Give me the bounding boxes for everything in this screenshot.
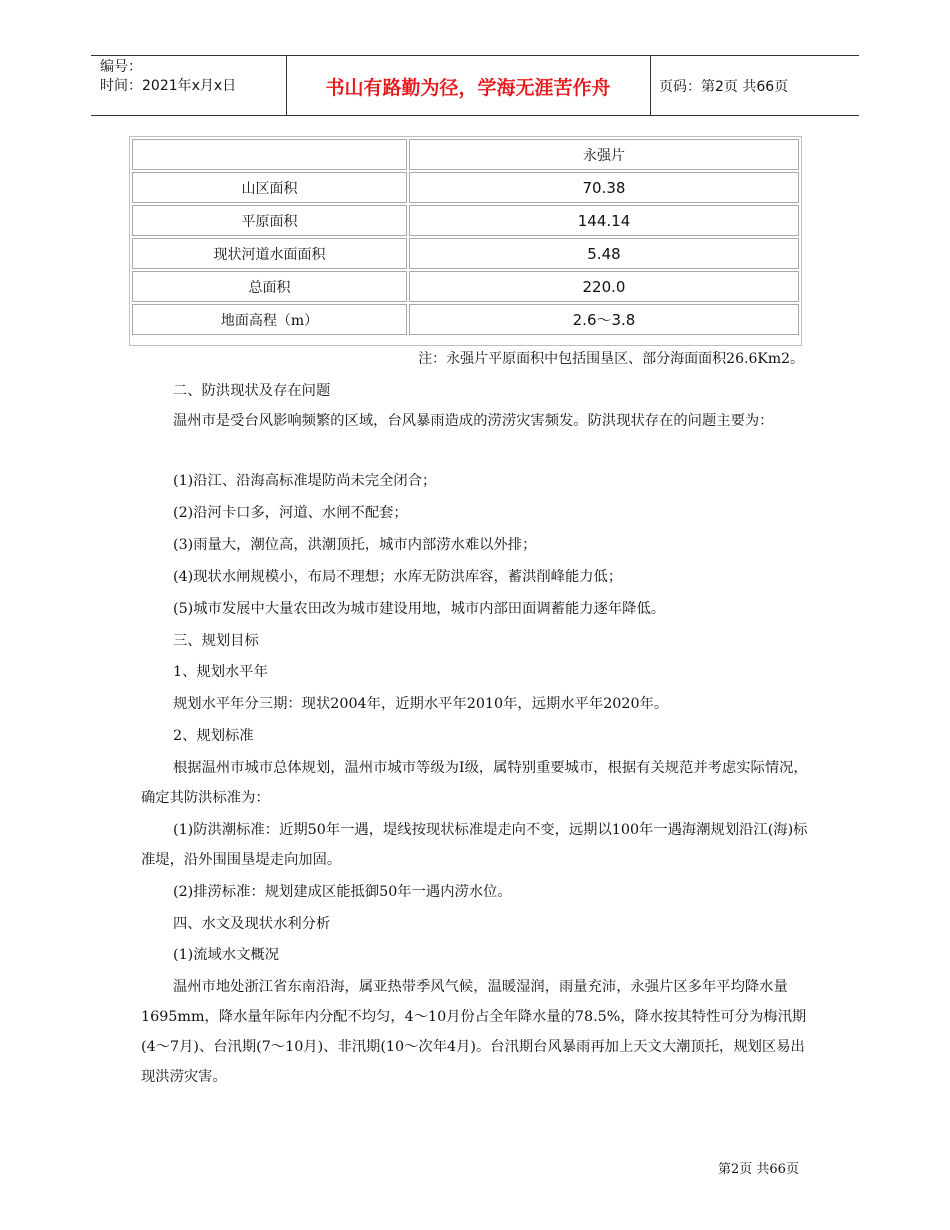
section-heading: 二、防洪现状及存在问题 bbox=[173, 383, 331, 399]
table-cell-label: 山区面积 bbox=[132, 172, 407, 203]
list-item: (4)现状水闸规模小，布局不理想；水库无防洪库容，蓄洪削峰能力低； bbox=[173, 569, 623, 585]
section-heading: 三、规划目标 bbox=[173, 633, 259, 649]
header-top-rule bbox=[91, 55, 859, 56]
table-row bbox=[132, 172, 799, 203]
section-heading: 四、水文及现状水利分析 bbox=[173, 916, 331, 932]
table-cell-value: 144.14 bbox=[409, 205, 799, 236]
paragraph: 温州市是受台风影响频繁的区域，台风暴雨造成的涝涝灾害频发。防洪现状存在的问题主要为： bbox=[173, 413, 774, 429]
paragraph: 根据温州市城市总体规划，温州市城市等级为I级，属特别重要城市，根据有关规范并考虑实际情况，确定其防洪标准为： bbox=[141, 760, 808, 806]
table-cell-label: 平原面积 bbox=[132, 205, 407, 236]
paragraph: 规划水平年分三期：现状2004年，近期水平年2010年，远期水平年2020年。 bbox=[173, 696, 669, 712]
list-item: (5)城市发展中大量农田改为城市建设用地，城市内部田面调蓄能力逐年降低。 bbox=[173, 601, 666, 617]
header-meta bbox=[100, 58, 236, 96]
table-cell-value: 220.0 bbox=[409, 271, 799, 302]
table-row bbox=[132, 271, 799, 302]
table-row bbox=[132, 238, 799, 269]
table-row bbox=[132, 304, 799, 335]
list-item: (1)防洪潮标准：近期50年一遇，堤线按现状标准堤走向不变，远期以100年一遇海潮规划沿江(海)标准堤，沿外围围垦堤走向加固。 bbox=[141, 822, 808, 868]
table-cell-value: 2.6～3.8 bbox=[409, 304, 799, 335]
table-note: 注：永强片平原面积中包括围垦区、部分海面面积26.6Km2。 bbox=[418, 351, 804, 367]
table-cell-label: 地面高程（m） bbox=[132, 304, 407, 335]
time-label: 时间：2021年x月x日 bbox=[100, 78, 237, 94]
number-label: 编号： bbox=[100, 59, 142, 75]
table-header-cell: 永强片 bbox=[409, 139, 799, 170]
header-bottom-rule bbox=[91, 115, 859, 116]
table-cell-label: 总面积 bbox=[132, 271, 407, 302]
list-item: (3)雨量大，潮位高，洪潮顶托，城市内部涝水难以外排； bbox=[173, 537, 537, 553]
paragraph: 温州市地处浙江省东南沿海，属亚热带季风气候，温暖湿润，雨量充沛，永强片区多年平均降水量1695mm，降水量年际年内分配不均匀，4～10月份占全年降水量的78.5%，降水按其特性可分为梅汛期(4～7月)、台汛期(7～10月)、非汛期(10～次年4月)。台汛期台风暴雨再加上天文大潮顶托，规划区易出现洪涝灾害。 bbox=[141, 979, 807, 1085]
subsection-heading: 2、规划标准 bbox=[173, 728, 254, 744]
list-item: (2)沿河卡口多，河道、水闸不配套； bbox=[173, 505, 408, 521]
header-motto: 书山有路勤为径，学海无涯苦作舟 bbox=[325, 77, 611, 99]
table-row bbox=[132, 205, 799, 236]
page-footer: 第2页 共66页 bbox=[718, 1162, 799, 1177]
table-cell-value: 70.38 bbox=[409, 172, 799, 203]
table-header-row bbox=[132, 139, 799, 170]
list-item: (2)排涝标准：规划建成区能抵御50年一遇内涝水位。 bbox=[173, 884, 512, 900]
subsection-heading: (1)流域水文概况 bbox=[173, 947, 280, 963]
table-cell-label: 现状河道水面面积 bbox=[132, 238, 407, 269]
subsection-heading: 1、规划水平年 bbox=[173, 664, 268, 680]
list-item: (1)沿江、沿海高标准堤防尚未完全闭合； bbox=[173, 473, 437, 489]
table-header-cell bbox=[132, 139, 407, 170]
header-divider-right bbox=[650, 55, 651, 116]
table-cell-value: 5.48 bbox=[409, 238, 799, 269]
header-page-info: 页码：第2页 共66页 bbox=[659, 79, 789, 95]
area-table bbox=[129, 136, 802, 346]
